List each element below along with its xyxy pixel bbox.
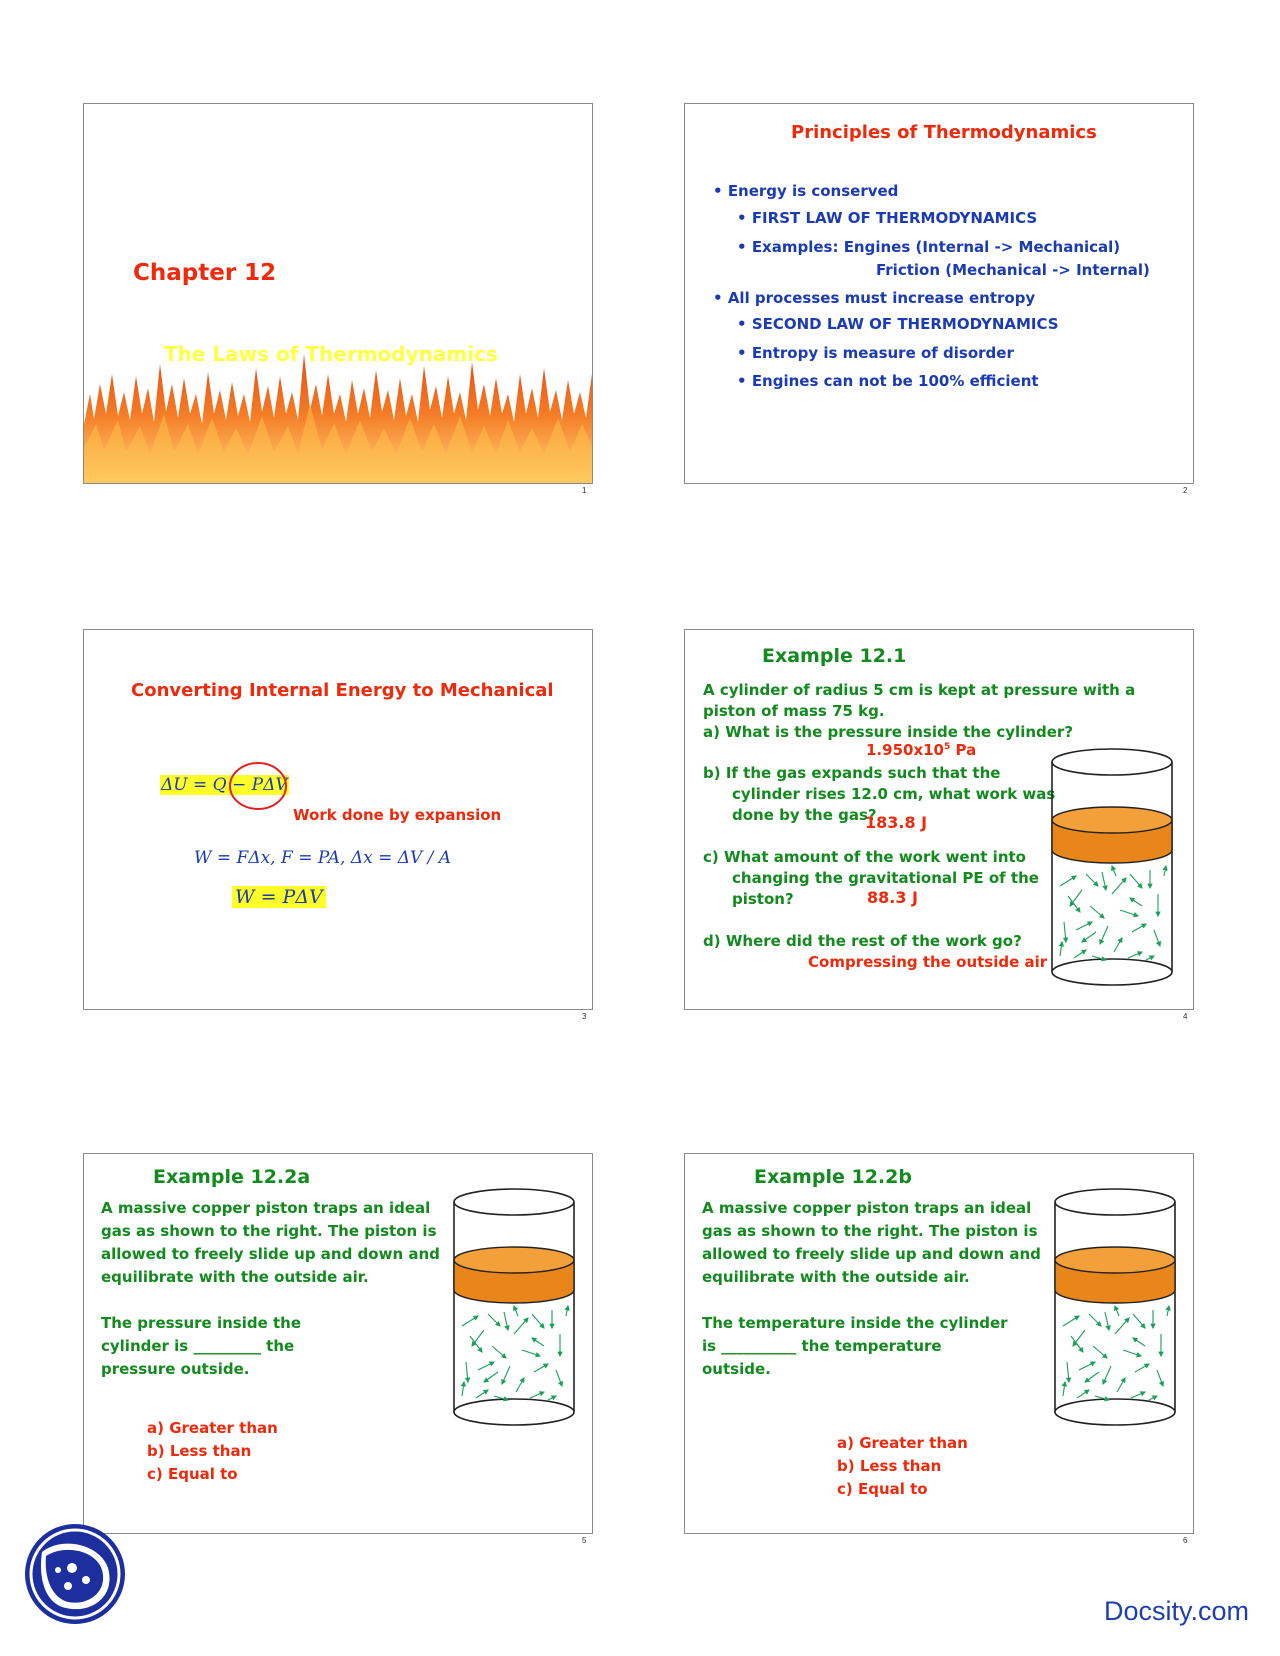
slide-1-title: Chapter 12 bbox=[133, 260, 277, 286]
problem-text: equilibrate with the outside air. bbox=[702, 1268, 970, 1286]
question-text: outside. bbox=[702, 1360, 771, 1378]
slide-4 bbox=[684, 629, 1194, 1010]
problem-text: A massive copper piston traps an ideal bbox=[702, 1199, 1032, 1217]
flames-illustration bbox=[84, 354, 593, 484]
slide-4-number: 4 bbox=[1183, 1012, 1188, 1021]
question-c: changing the gravitational PE of the bbox=[732, 869, 1039, 887]
problem-text: piston of mass 75 kg. bbox=[703, 702, 885, 720]
gas-cylinder-icon bbox=[1049, 1186, 1181, 1430]
first-law-equation: ΔU = Q − PΔV bbox=[161, 775, 288, 795]
slide-5-title: Example 12.2a bbox=[153, 1166, 311, 1188]
slide-2-title: Principles of Thermodynamics bbox=[791, 122, 1097, 143]
question-b: b) If the gas expands such that the bbox=[703, 764, 1001, 782]
work-note: Work done by expansion bbox=[293, 806, 502, 824]
slide-1-number: 1 bbox=[582, 486, 587, 495]
bullet-line: • All processes must increase entropy bbox=[713, 289, 1036, 307]
question-d: d) Where did the rest of the work go? bbox=[703, 932, 1022, 950]
option-c: c) Equal to bbox=[147, 1465, 238, 1483]
problem-text: A cylinder of radius 5 cm is kept at pressure with a bbox=[703, 681, 1136, 699]
option-a: a) Greater than bbox=[147, 1419, 278, 1437]
slide-6 bbox=[684, 1153, 1194, 1534]
answer-a: $1.950x10^5$ Pa bbox=[866, 741, 977, 759]
gas-cylinder-icon bbox=[448, 1186, 580, 1430]
option-b: b) Less than bbox=[147, 1442, 252, 1460]
answer-b: 183.8 J bbox=[865, 813, 928, 832]
question-a: a) What is the pressure inside the cylinder? bbox=[703, 723, 1074, 741]
answer-d: Compressing the outside air bbox=[808, 953, 1048, 971]
question-text: The temperature inside the cylinder bbox=[702, 1314, 1008, 1332]
work-equation: W = PΔV bbox=[232, 886, 326, 908]
slide-4-title: Example 12.1 bbox=[762, 645, 907, 667]
docsity-watermark[interactable]: Docsity.com bbox=[1104, 1596, 1250, 1626]
option-c: c) Equal to bbox=[837, 1480, 928, 1498]
slide-3-title: Converting Internal Energy to Mechanical bbox=[131, 680, 554, 701]
slide-5-number: 5 bbox=[582, 1536, 587, 1545]
bullet-line: • Examples: Engines (Internal -> Mechanical) bbox=[737, 238, 1121, 256]
work-derivation-equation: W = FΔx, F = PA, Δx = ΔV / A bbox=[194, 848, 452, 868]
bullet-line: • FIRST LAW OF THERMODYNAMICS bbox=[737, 209, 1038, 227]
bullet-line: • Entropy is measure of disorder bbox=[737, 344, 1014, 362]
problem-text: allowed to freely slide up and down and bbox=[702, 1245, 1041, 1263]
docsity-logo-icon bbox=[22, 1518, 128, 1630]
problem-text: gas as shown to the right. The piston is bbox=[101, 1222, 437, 1240]
problem-text: gas as shown to the right. The piston is bbox=[702, 1222, 1038, 1240]
option-b: b) Less than bbox=[837, 1457, 942, 1475]
gas-cylinder-icon bbox=[1046, 746, 1178, 990]
problem-text: equilibrate with the outside air. bbox=[101, 1268, 369, 1286]
option-a: a) Greater than bbox=[837, 1434, 968, 1452]
question-text: The pressure inside the bbox=[101, 1314, 301, 1332]
problem-text: allowed to freely slide up and down and bbox=[101, 1245, 440, 1263]
question-text: pressure outside. bbox=[101, 1360, 250, 1378]
question-text: is __________ the temperature bbox=[702, 1337, 942, 1355]
work-term-circle bbox=[226, 760, 290, 812]
problem-text: A massive copper piston traps an ideal bbox=[101, 1199, 431, 1217]
question-c: piston? bbox=[732, 890, 794, 908]
question-text: cylinder is _________ the bbox=[101, 1337, 295, 1355]
slide-1-subtitle: The Laws of Thermodynamics bbox=[164, 342, 498, 366]
question-b: cylinder rises 12.0 cm, what work was bbox=[732, 785, 1056, 803]
bullet-line-continued: Friction (Mechanical -> Internal) bbox=[876, 261, 1150, 279]
bullet-line: • Energy is conserved bbox=[713, 182, 899, 200]
question-b: done by the gas? bbox=[732, 806, 877, 824]
slide-6-title: Example 12.2b bbox=[754, 1166, 912, 1188]
slide-3-number: 3 bbox=[582, 1012, 587, 1021]
bullet-line: • Engines can not be 100% efficient bbox=[737, 372, 1039, 390]
slide-2-number: 2 bbox=[1183, 486, 1188, 495]
slide-6-number: 6 bbox=[1183, 1536, 1188, 1545]
slide-3 bbox=[83, 629, 593, 1010]
answer-c: 88.3 J bbox=[867, 888, 918, 907]
slide-2 bbox=[684, 103, 1194, 484]
slide-5 bbox=[83, 1153, 593, 1534]
bullet-line: • SECOND LAW OF THERMODYNAMICS bbox=[737, 315, 1059, 333]
question-c: c) What amount of the work went into bbox=[703, 848, 1026, 866]
slide-1 bbox=[83, 103, 593, 484]
